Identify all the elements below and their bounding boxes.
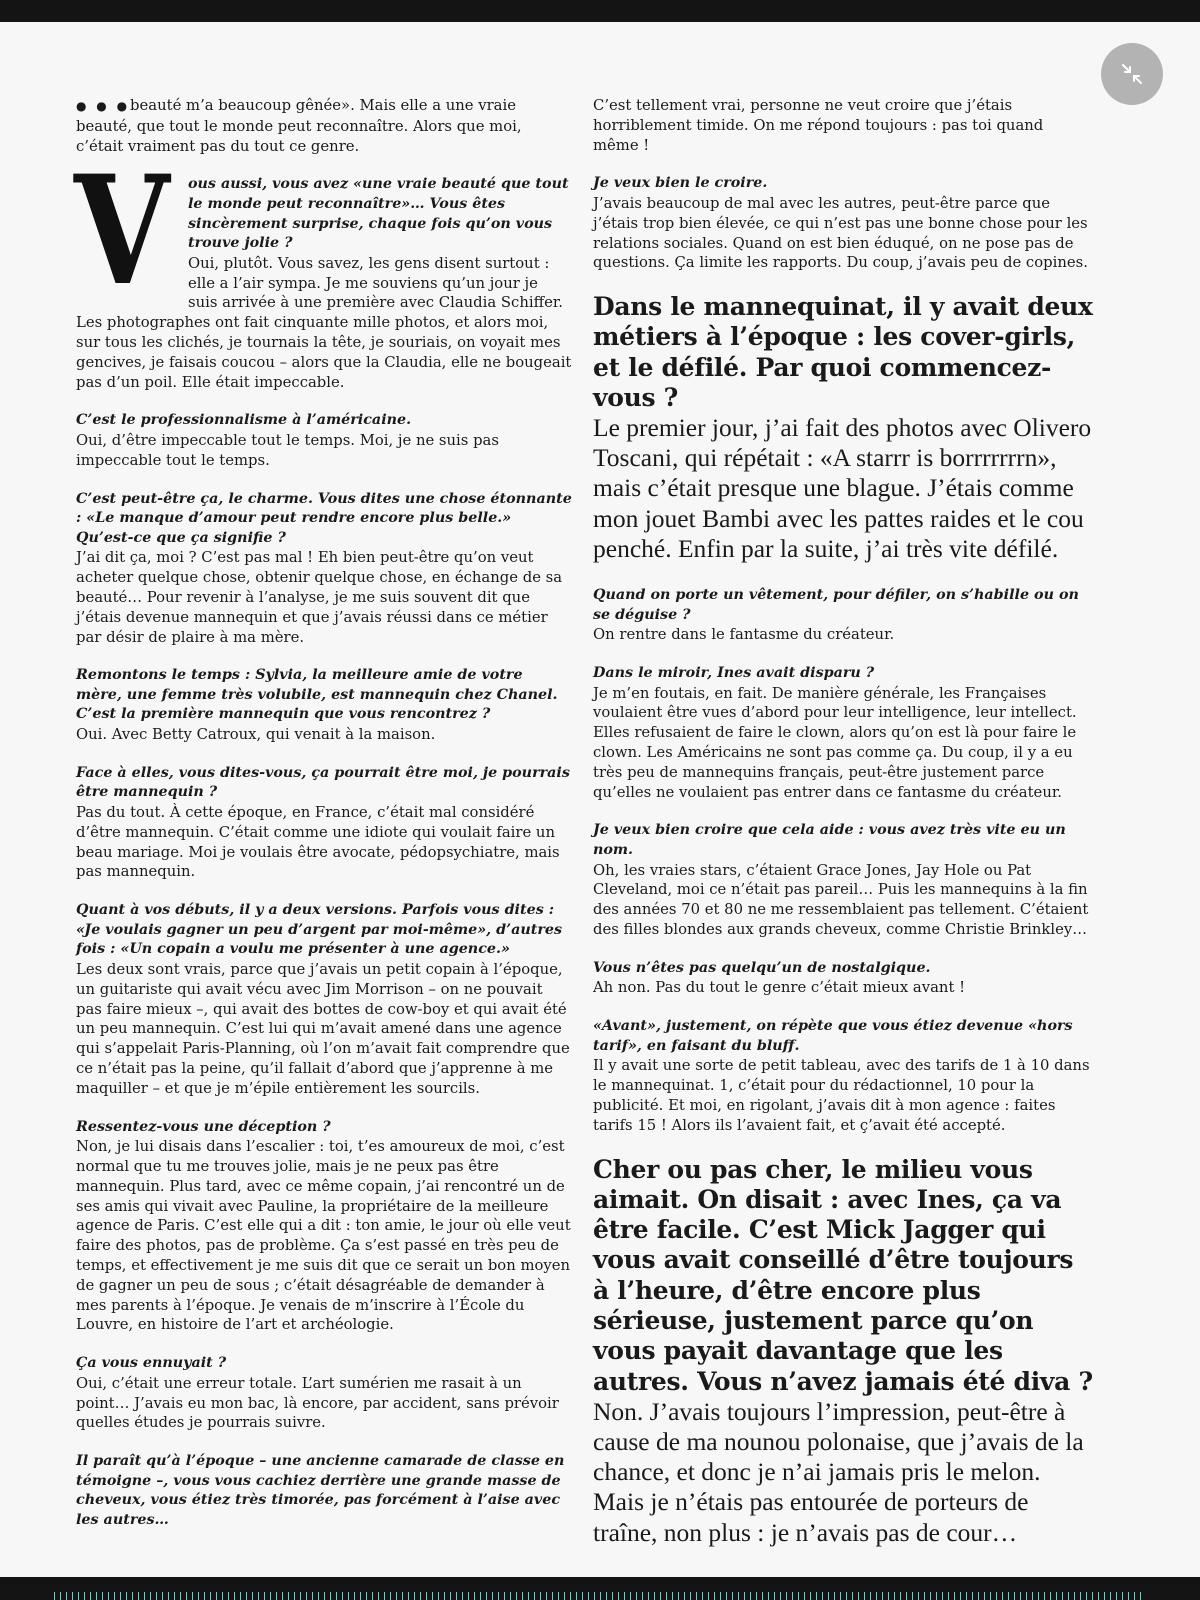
dropcap-block (74, 143, 572, 392)
continuation-bullets: ● ● ● (76, 99, 131, 113)
answer: Les deux sont vrais, parce que j’avais un petit copain à l’époque, un guitariste qui avait vécu avec Jim Morrison – on ne pouvait pas faire mieux –, qui avait des bottes de cow-boy et qui avait été un peu mannequin. C’est lui qui m’avait amené dans une agence qui s’appelait Paris-Planning, où l’on m’avait fait comprendre que ce n’était pas la peine, qu’il fallait d’abord que j’apprenne à me maquiller – et que je m’épile entièrement les sourcils. (76, 961, 570, 1097)
answer: J’ai dit ça, moi ? C’est pas mal ! Eh bien peut-être qu’on veut acheter quelque chose, obtenir quelque chose, en échange de sa beauté… Pour revenir à l’analyse, je me suis souvent dit que j’étais devenue mannequin et que j’avais réussi dans ce métier par désir de plaire à ma mère. (76, 549, 563, 646)
qa-block (76, 764, 572, 882)
qa-block (76, 1452, 572, 1530)
question: Vous n’êtes pas quelqu’un de nostalgique. (593, 959, 931, 976)
qa-block (76, 901, 572, 1098)
question: Face à elles, vous dites-vous, ça pourrait être moi, je pourrais être mannequin ? (76, 764, 570, 801)
qa-block (593, 1017, 1093, 1135)
highlight-answer: Non. J’avais toujours l’impression, peut-être à cause de ma nounou polonaise, que j’avais de la chance, et donc je n’ai jamais pris le melon. Mais je n’étais pas entourée de porteurs de traîne, non plus : je n’avais pas de cour… (593, 1396, 1084, 1547)
answer: Ah non. Pas du tout le genre c’était mieux avant ! (593, 979, 966, 997)
question: Je veux bien le croire. (593, 175, 768, 192)
qa-block (76, 1118, 572, 1336)
highlight-block (593, 1155, 1093, 1548)
highlight-answer: Le premier jour, j’ai fait des photos avec Olivero Toscani, qui répétait : «A starrr is borrrrrrrn», mais c’était presque une blague. J’étais comme mon jouet Bambi avec les pattes raides et le cou penché. Enfin par la suite, j’ai très vite défilé. (593, 412, 1092, 563)
collapse-arrows-icon (1117, 59, 1147, 89)
answer: Oui, plutôt. Vous savez, les gens disent surtout : elle a l’air sympa. Je me souviens qu’un jour je suis arrivée à une première avec Claudia Schiffer. Les photographes ont fait cinquante mille photos, et alors moi, sur tous les clichés, je tournais la tête, je souriais, on voyait mes gencives, je faisais coucou – alors que la Claudia, elle ne bougeait pas d’un poil. Elle était impeccable. (76, 254, 572, 391)
intro-paragraph: C’est tellement vrai, personne ne veut croire que j’étais horriblement timide. On me répond toujours : pas toi quand même ! (593, 97, 1044, 154)
question: Quand on porte un vêtement, pour défiler, on s’habille ou on se déguise ? (593, 587, 1079, 623)
question: Il paraît qu’à l’époque – une ancienne camarade de classe en témoigne –, vous vous cachiez derrière une grande masse de cheveux, vous étiez très timorée, pas forcément à l’aise avec les autres… (76, 1453, 565, 1528)
question: Dans le miroir, Ines avait disparu ? (593, 664, 875, 681)
answer: Oh, les vraies stars, c’étaient Grace Jones, Jay Hole ou Pat Cleveland, moi ce n’était pas pareil… Puis les mannequins à la fin des années 70 et 80 ne me ressemblaient pas tellement. C’étaient des filles blondes aux grands cheveux, comme Christie Brinkley… (593, 861, 1089, 938)
highlight-question: Dans le mannequinat, il y avait deux métiers à l’époque : les cover-girls, et le défilé. Par quoi commencez-vous ? (593, 292, 1093, 412)
question: C’est le professionnalisme à l’américaine. (76, 412, 412, 429)
qa-block (593, 174, 1093, 273)
highlight-block (593, 292, 1093, 564)
qa-block (76, 1354, 572, 1433)
qa-block (76, 490, 572, 648)
answer: Pas du tout. À cette époque, en France, c’était mal considéré d’être mannequin. C’était comme une idiote qui voulait faire un beau mariage. Moi je voulais être avocate, pédopsychiatre, mais pas mannequin. (76, 804, 560, 881)
top-bar (0, 0, 1200, 22)
question: Ressentez-vous une déception ? (76, 1118, 331, 1135)
answer: Oui. Avec Betty Catroux, qui venait à la maison. (76, 726, 436, 744)
question: «Avant», justement, on répète que vous étiez devenue «hors tarif», en faisant du bluff. (593, 1018, 1073, 1054)
qa-block (593, 959, 1093, 998)
article-column-right (593, 96, 1093, 1570)
qa-block (76, 411, 572, 470)
qa-block (76, 666, 572, 745)
intro-paragraph: ● ● ●beauté m’a beaucoup gênée». Mais elle a une vraie beauté, que tout le monde peut reconnaître. Alors que moi, c’était vraiment pas du tout ce genre. (76, 97, 522, 155)
qa-block (593, 821, 1093, 939)
answer: Oui, d’être impeccable tout le temps. Moi, je ne suis pas impeccable tout le temps. (76, 431, 499, 469)
collapse-button[interactable] (1101, 43, 1163, 105)
highlight-question: Cher ou pas cher, le milieu vous aimait. On disait : avec Ines, ça va être facile. C’est Mick Jagger qui vous avait conseillé d’être toujours à l’heure, d’être encore plus sérieuse, justement parce qu’on vous payait davantage que les autres. Vous n’avez jamais été diva ? (593, 1154, 1093, 1396)
question: Quant à vos débuts, il y a deux versions. Parfois vous dites : «Je voulais gagner un peu d’argent par moi-même», d’autres fois : «Un copain a voulu me présenter à une agence.» (76, 902, 563, 958)
answer: Oui, c’était une erreur totale. L’art sumérien me rasait à un point… J’avais eu mon bac, là encore, par accident, sans prévoir quelles études je pourrais suivre. (76, 1374, 559, 1432)
question: Je veux bien croire que cela aide : vous avez très vite eu un nom. (593, 822, 1066, 858)
question: ous aussi, vous avez «une vraie beauté que tout le monde peut reconnaître»… Vous êtes sincèrement surprise, chaque fois qu’on vous trouve jolie ? (188, 176, 569, 252)
article-column-left (76, 96, 572, 1550)
question: Ça vous ennuyait ? (76, 1355, 227, 1372)
qa-block (593, 586, 1093, 645)
answer: On rentre dans le fantasme du créateur. (593, 626, 895, 644)
page-scrubber[interactable] (54, 1592, 1146, 1600)
answer: Il y avait une sorte de petit tableau, avec des tarifs de 1 à 10 dans le mannequinat. 1, c’était pour du rédactionnel, 10 pour la publicité. Et moi, en rigolant, j’avais dit à mon agence : faites tarifs 15 ! Alors ils l’avaient fait, et ç’avait été accepté. (593, 1057, 1090, 1134)
question: C’est peut-être ça, le charme. Vous dites une chose étonnante : «Le manque d’amour peut rendre encore plus belle.» Qu’est-ce que ça signifie ? (76, 490, 572, 546)
dropcap-letter: V (74, 143, 170, 320)
qa-block (593, 664, 1093, 802)
answer: J’avais beaucoup de mal avec les autres, peut-être parce que j’étais trop bien élevée, ce qui n’est pas une bonne chose pour les relations sociales. Quand on est bien éduqué, on ne pose pas de questions. Ça limite les rapports. Du coup, j’avais peu de copines. (593, 194, 1088, 272)
answer: Je m’en foutais, en fait. De manière générale, les Françaises voulaient être vues d’abord pour leur intelligence, leur intellect. Elles refusaient de faire le clown, alors qu’on est là pour faire le clown. Les Américains ne sont pas comme ça. Du coup, il y a eu très peu de mannequins français, peut-être justement parce qu’elles ne voulaient pas entrer dans ce fantasme du créateur. (593, 684, 1077, 801)
question: Remontons le temps : Sylvia, la meilleure amie de votre mère, une femme très volubile, est mannequin chez Chanel. C’est la première mannequin que vous rencontrez ? (76, 667, 558, 723)
answer: Non, je lui disais dans l’escalier : toi, t’es amoureux de moi, c’est normal que tu me trouves jolie, mais je ne peux pas être mannequin. Plus tard, avec ce même copain, j’ai rencontré un de ses amis qui vivait avec Pauline, la propriétaire de la meilleure agence de Paris. C’est elle qui a dit : ton amie, le jour où elle veut faire des photos, pas de problème. Ça s’est passé en très peu de temps, et effectivement je me suis dit que ce serait un bon moyen de gagner un peu de sous ; c’était désagréable de demander à mes parents à l’époque. Je venais de m’inscrire à l’École du Louvre, en histoire de l’art et archéologie. (76, 1138, 571, 1334)
